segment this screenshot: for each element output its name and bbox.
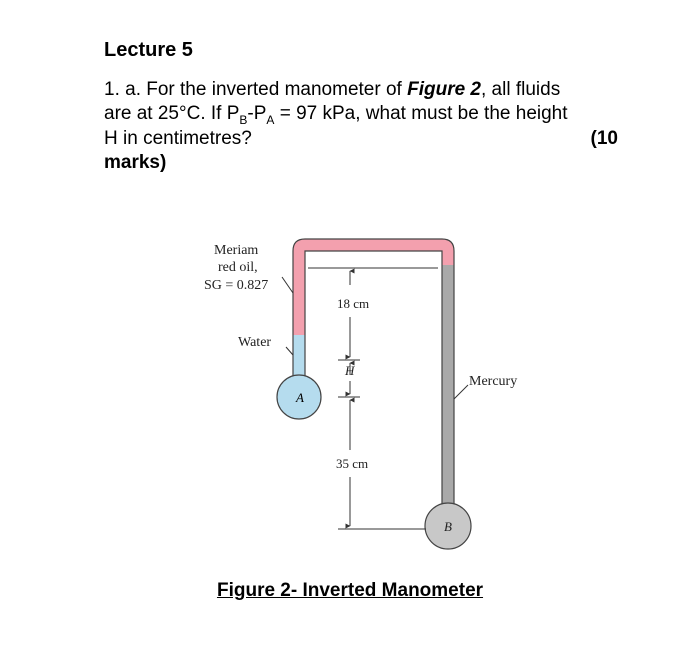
oil-column bbox=[293, 239, 454, 335]
mercury-column bbox=[442, 265, 454, 527]
question-text-part: 1. a. For the inverted manometer of bbox=[104, 79, 408, 100]
question-text-part: H in centimetres? bbox=[104, 128, 252, 149]
water-leader-line bbox=[286, 347, 293, 355]
lecture-heading: Lecture 5 bbox=[104, 39, 193, 61]
question-line-3 bbox=[104, 127, 618, 151]
mercury-label: Mercury bbox=[469, 374, 518, 389]
dimension-h-label: H bbox=[345, 363, 355, 378]
question-text bbox=[104, 78, 618, 175]
question-text-part: , all fluids bbox=[481, 79, 561, 100]
manometer-figure bbox=[170, 225, 518, 565]
question-text-part: = 97 kPa, what must be the height bbox=[274, 103, 568, 124]
oil-label-line-1: Meriam bbox=[214, 243, 259, 258]
subscript-b: B bbox=[239, 113, 248, 127]
oil-label-line-3: SG = 0.827 bbox=[204, 278, 269, 293]
marks-label: (10 bbox=[590, 128, 618, 149]
question-text-part: are at 25°C. If P bbox=[104, 103, 240, 124]
tube-outline bbox=[293, 239, 454, 527]
tube-outline-inner bbox=[305, 251, 442, 527]
marks-label-cont: marks) bbox=[104, 152, 167, 173]
dimension-18-label: 18 cm bbox=[337, 296, 370, 311]
bulb-b-label: B bbox=[444, 519, 452, 534]
subscript-a: A bbox=[266, 113, 275, 127]
question-line-2 bbox=[104, 102, 618, 127]
figure-caption: Figure 2- Inverted Manometer bbox=[216, 580, 484, 601]
dimension-35-label: 35 cm bbox=[336, 456, 369, 471]
water-label: Water bbox=[238, 335, 272, 350]
oil-label-line-2: red oil, bbox=[218, 260, 258, 275]
question-line-1 bbox=[104, 78, 618, 102]
figure-reference: Figure 2 bbox=[407, 79, 481, 100]
oil-leader-line bbox=[282, 277, 293, 293]
question-text-part: -P bbox=[247, 103, 267, 124]
question-line-4 bbox=[104, 151, 618, 175]
bulb-a-label: A bbox=[296, 390, 304, 405]
mercury-leader-line bbox=[454, 385, 468, 399]
